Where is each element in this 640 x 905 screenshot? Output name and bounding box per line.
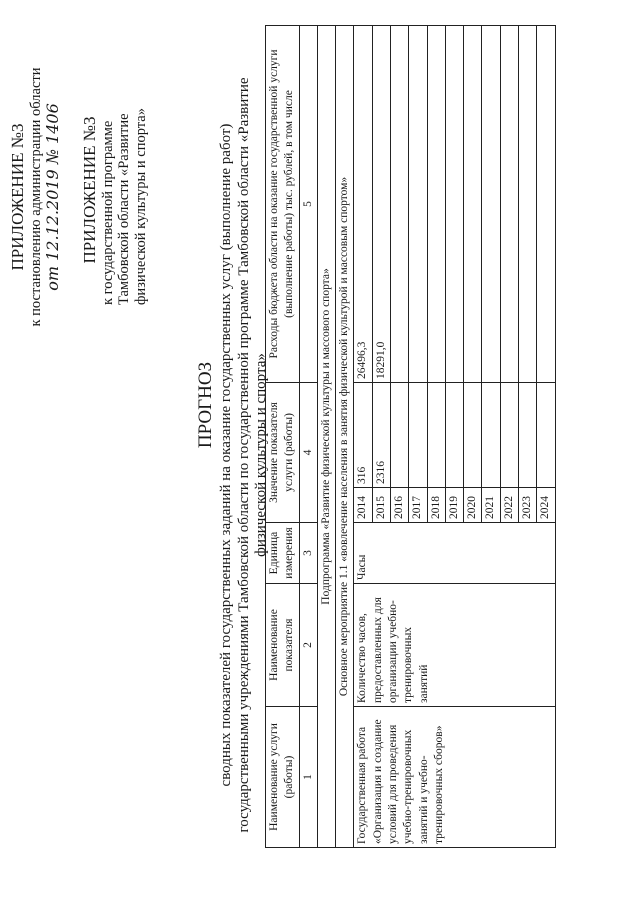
title-line-3: физической культуры и спорта» <box>253 353 270 557</box>
service-name: Государственная работа «Организация и создание условий для проведения учебно-тренировочных занятий и учебно-тренировочных сборов» <box>354 707 555 848</box>
year-cell: 2014 <box>354 488 372 523</box>
expense-cell <box>409 26 427 383</box>
expense-cell: 18291,0 <box>372 26 390 383</box>
decree-number: от 12.12.2019 № 1406 <box>43 103 63 291</box>
value-cell: 2316 <box>372 383 390 488</box>
decree-header <box>8 7 63 387</box>
col-number: 5 <box>299 26 317 383</box>
col-number: 4 <box>299 383 317 523</box>
expense-cell <box>390 26 408 383</box>
year-cell: 2022 <box>500 488 518 523</box>
value-cell <box>390 383 408 488</box>
expense-cell <box>464 26 482 383</box>
table-header-row <box>266 26 300 848</box>
expense-cell <box>445 26 463 383</box>
value-cell <box>464 383 482 488</box>
value-cell: 316 <box>354 383 372 488</box>
year-cell: 2018 <box>427 488 445 523</box>
expense-cell: 26496,3 <box>354 26 372 383</box>
event-row <box>336 26 354 848</box>
expense-cell <box>518 26 536 383</box>
program-line-1: к государственной программе <box>99 120 116 305</box>
unit-name: Часы <box>354 523 555 584</box>
year-cell: 2023 <box>518 488 536 523</box>
value-cell <box>482 383 500 488</box>
value-cell <box>445 383 463 488</box>
decree-line: к постановлению администрации области <box>27 67 44 327</box>
title-line-1: сводных показателей государственных заданий на оказание государственных услуг (выполнение работ) <box>218 123 234 787</box>
header-service: Наименование услуги (работы) <box>266 707 300 848</box>
header-indicator: Наименование показателя <box>266 584 300 707</box>
year-cell: 2016 <box>390 488 408 523</box>
expense-cell <box>537 26 555 383</box>
forecast-table <box>265 25 556 848</box>
indicator-name: Количество часов, предоставленных для организации учебно-тренировочных занятий <box>354 584 555 707</box>
value-cell <box>427 383 445 488</box>
title-line-2: государственными учреждениями Тамбовской области по государственной программе Тамбовской области «Развитие <box>235 77 252 833</box>
subprogram-title: Подпрограмма «Развитие физической культуры и массового спорта» <box>317 26 335 848</box>
expense-cell <box>427 26 445 383</box>
value-cell <box>537 383 555 488</box>
title-word: ПРОГНОЗ <box>195 361 216 449</box>
col-number: 1 <box>299 707 317 848</box>
value-cell <box>500 383 518 488</box>
value-cell <box>518 383 536 488</box>
year-cell: 2021 <box>482 488 500 523</box>
attachment-title: ПРИЛОЖЕНИЕ №3 <box>8 123 27 271</box>
program-line-3: физической культуры и спорта» <box>132 108 149 305</box>
program-line-2: Тамбовской области «Развитие <box>116 113 133 305</box>
subprogram-row <box>317 26 335 848</box>
attachment-title-2: ПРИЛОЖЕНИЕ №3 <box>80 116 99 264</box>
value-cell <box>409 383 427 488</box>
column-number-row <box>299 26 317 848</box>
expense-cell <box>500 26 518 383</box>
year-cell: 2017 <box>409 488 427 523</box>
year-cell: 2024 <box>537 488 555 523</box>
year-cell: 2019 <box>445 488 463 523</box>
table-row <box>354 26 372 848</box>
header-unit: Единица измерения <box>266 523 300 584</box>
title-body <box>218 15 271 895</box>
document-title <box>195 145 217 665</box>
col-number: 2 <box>299 584 317 707</box>
col-number: 3 <box>299 523 317 584</box>
expense-cell <box>482 26 500 383</box>
header-expense: Расходы бюджета области на оказание государственной услуги (выполнение работы) тыс. рублей, в том числе <box>266 26 300 383</box>
year-cell: 2020 <box>464 488 482 523</box>
year-cell: 2015 <box>372 488 390 523</box>
event-title: Основное мероприятие 1.1 «вовлечение населения в занятия физической культурой и массовым спортом» <box>336 26 354 848</box>
program-header <box>80 75 150 305</box>
header-value: Значение показателя услуги (работы) <box>266 383 300 523</box>
